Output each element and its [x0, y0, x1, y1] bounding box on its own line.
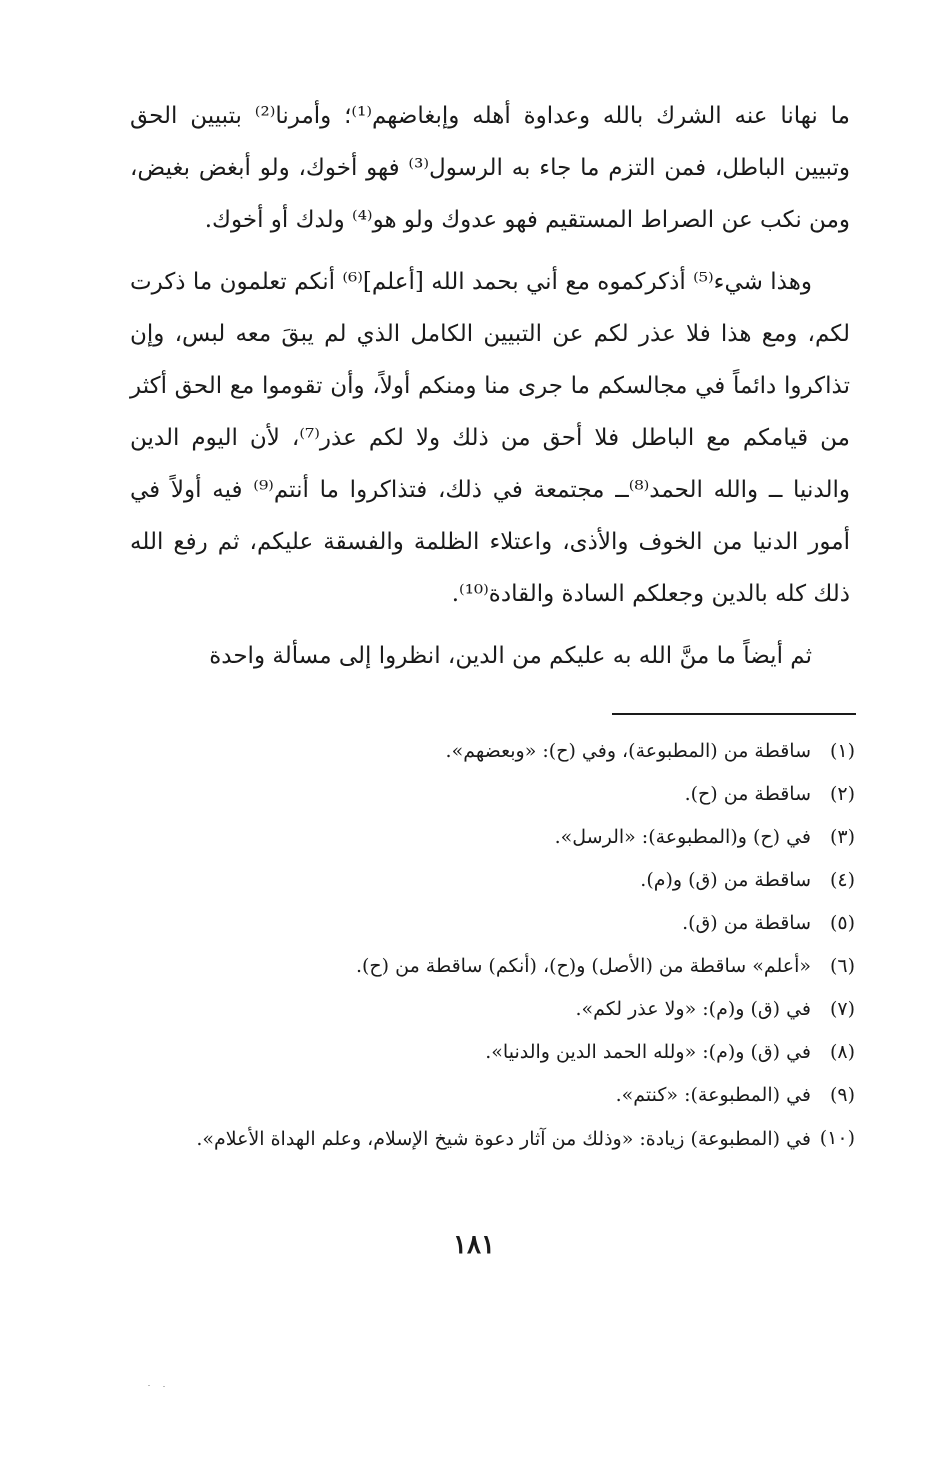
- footnote-9: [130, 1074, 855, 1117]
- paragraph-1: ما نهانا عنه الشرك بالله وعداوة أهله وإبغاضهم⁽¹⁾؛ وأمرنا⁽²⁾ بتبيين الحق وتبيين الباطل، فمن التزم ما جاء به الرسول⁽³⁾ فهو أخوك، ولو أبغض بغيض، ومن نكب عن الصراط المستقيم فهو عدوك ولو هو⁽⁴⁾ ولدك أو أخوك.: [130, 103, 851, 233]
- footnote-number: (٥): [829, 912, 855, 934]
- footnote-text: في (ح) و(المطبوعة): «الرسل».: [554, 826, 811, 848]
- footnote-4: [130, 859, 855, 902]
- footnote-7: [130, 988, 855, 1031]
- footnote-text: ساقطة من (ح).: [684, 783, 811, 805]
- footnote-number: (٨): [829, 1041, 855, 1063]
- footnote-text: في (ق) و(م): «ولله الحمد الدين والدنيا».: [485, 1041, 811, 1063]
- scan-speck: [148, 1385, 150, 1386]
- main-text: [130, 90, 850, 682]
- footnote-text: في (ق) و(م): «ولا عذر لكم».: [575, 998, 811, 1020]
- page-number: ١٨١: [453, 1230, 495, 1260]
- footnote-text: ساقطة من (المطبوعة)، وفي (ح): «وبعضهم».: [445, 740, 811, 762]
- paragraph-3: ثم أيضاً ما منَّ الله به عليكم من الدين، انظروا إلى مسألة واحدة: [209, 643, 812, 669]
- footnote-8: [130, 1031, 855, 1074]
- footnotes: [130, 730, 855, 1160]
- footnote-number: (٢): [829, 783, 855, 805]
- footnote-number: (٤): [829, 869, 855, 891]
- footnote-text: في (المطبوعة) زيادة: «وذلك من آثار دعوة شيخ الإسلام، وعلم الهداة الأعلام».: [196, 1128, 811, 1150]
- footnote-3: [130, 816, 855, 859]
- footnote-text: ساقطة من (ق).: [682, 912, 811, 934]
- footnote-number: (٧): [829, 998, 855, 1020]
- footnote-10: [130, 1117, 855, 1160]
- footnote-separator: [612, 713, 856, 715]
- footnote-2: [130, 773, 855, 816]
- footnote-number: (١): [829, 740, 855, 762]
- footnote-text: ساقطة من (ق) و(م).: [640, 869, 811, 891]
- footnote-number: (٩): [829, 1084, 855, 1106]
- footnote-number: (١٠): [819, 1127, 855, 1149]
- footnote-6: [130, 945, 855, 988]
- footnote-number: (٣): [829, 826, 855, 848]
- footnote-number: (٦): [829, 955, 855, 977]
- footnote-1: [130, 730, 855, 773]
- footnote-text: في (المطبوعة): «كنتم».: [615, 1084, 811, 1106]
- footnote-text: «أعلم» ساقطة من (الأصل) و(ح)، (أنكم) ساقطة من (ح).: [355, 955, 811, 977]
- scan-speck: [163, 1386, 165, 1387]
- footnote-5: [130, 902, 855, 945]
- paragraph-2: وهذا شيء⁽⁵⁾ أذكركموه مع أني بحمد الله [أعلم]⁽⁶⁾ أنكم تعلمون ما ذكرت لكم، ومع هذا فلا عذر لكم عن التبيين الكامل الذي لم يبقَ معه لبس، وإن تذاكروا دائماً في مجالسكم ما جرى منا ومنكم أولاً، وأن تقوموا مع الحق أكثر من قيامكم مع الباطل فلا أحق من ذلك ولا لكم عذر⁽⁷⁾، لأن اليوم الدين والدنيا ــ والله الحمد⁽⁸⁾ــ مجتمعة في ذلك، فتذاكروا ما أنتم⁽⁹⁾ فيه أولاً في أمور الدنيا من الخوف والأذى، واعتلاء الظلمة والفسقة عليكم، ثم رفع الله ذلك كله بالدين وجعلكم السادة والقادة⁽¹⁰⁾.: [130, 269, 850, 607]
